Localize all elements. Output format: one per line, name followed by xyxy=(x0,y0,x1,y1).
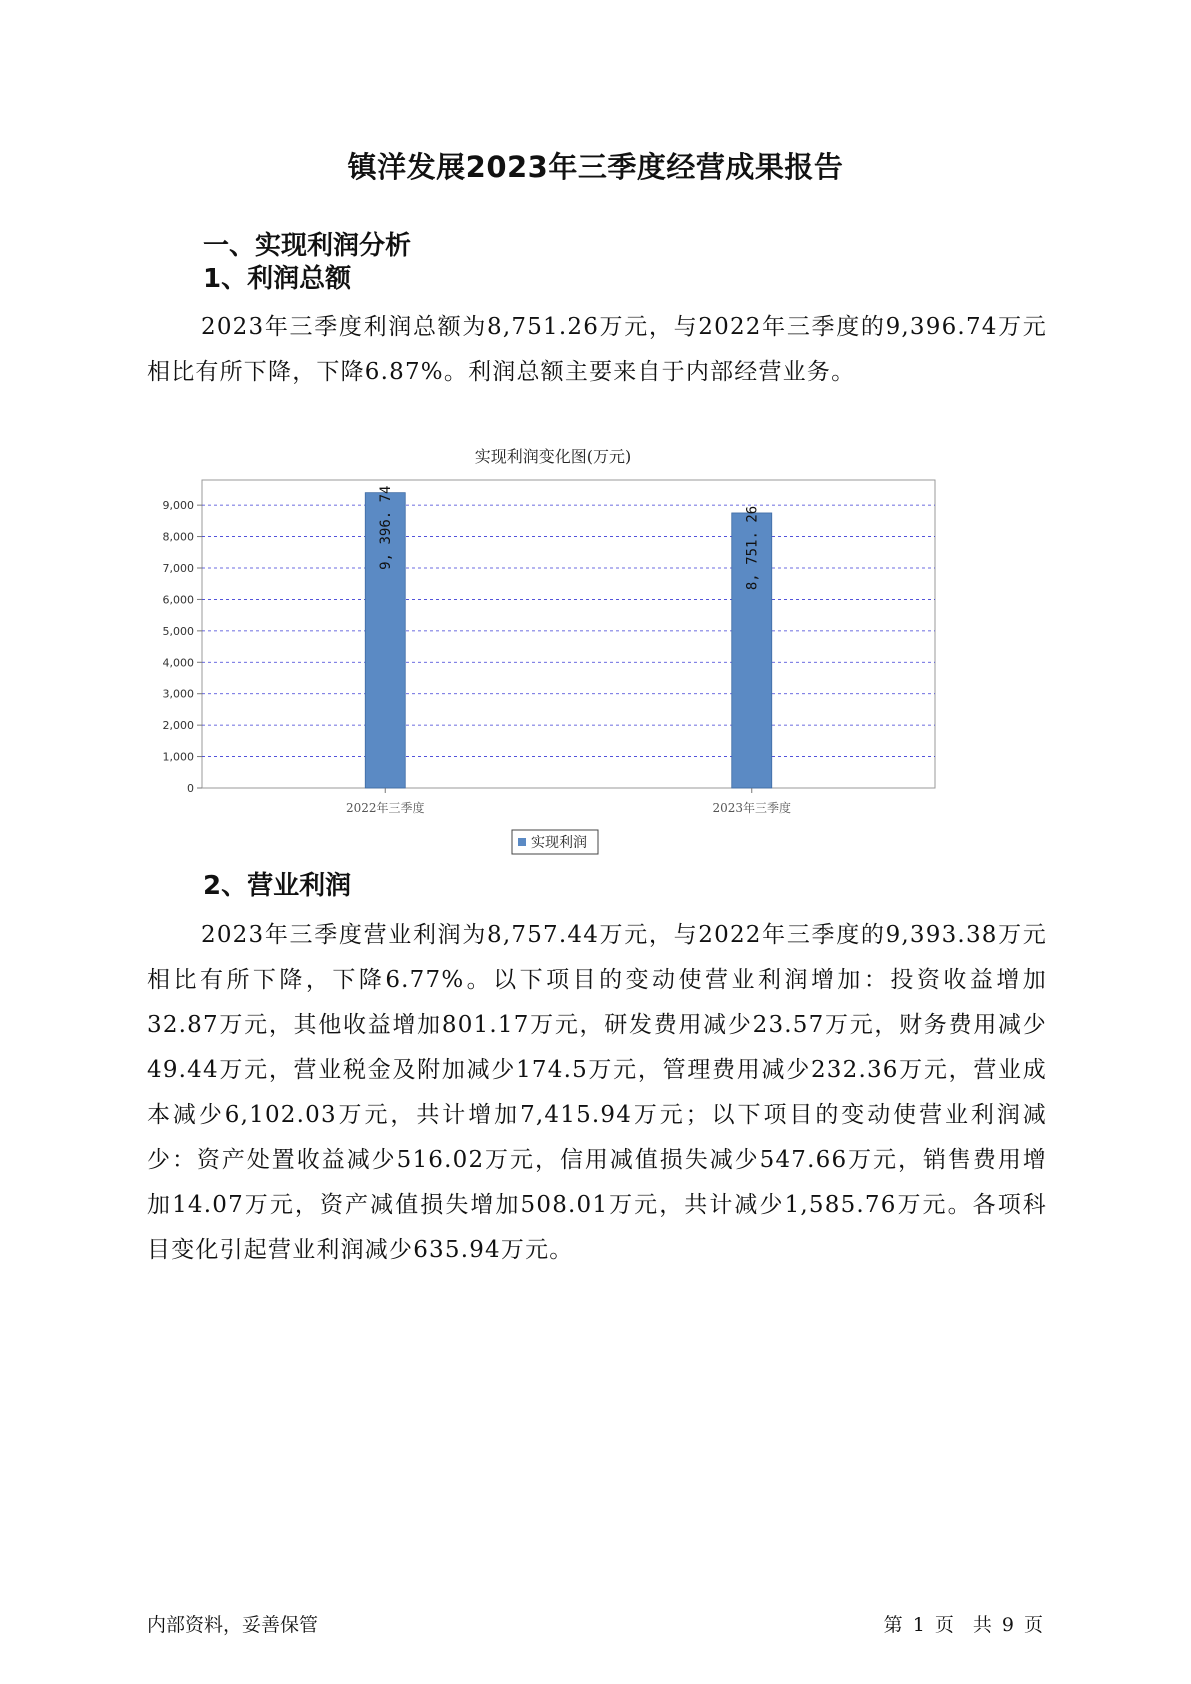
legend-swatch xyxy=(518,838,526,846)
y-tick-label: 8,000 xyxy=(162,530,194,544)
paragraph-total-profit: 2023年三季度利润总额为8,751.26万元，与2022年三季度的9,396.74万元相比有所下降，下降6.87%。利润总额主要来自于内部经营业务。 xyxy=(147,314,1047,385)
y-tick-label: 4,000 xyxy=(162,656,194,670)
legend-label: 实现利润 xyxy=(531,835,587,851)
subheading-operating-profit: 2、营业利润 xyxy=(203,871,352,901)
bar-data-label: 9, 396. 74 xyxy=(378,485,395,570)
paragraph-operating-profit: 2023年三季度营业利润为8,757.44万元，与2022年三季度的9,393.38万元相比有所下降，下降6.77%。以下项目的变动使营业利润增加：投资收益增加32.87万元，其他收益增加801.17万元，研发费用减少23.57万元，财务费用减少49.44万元，营业税金及附加减少174.5万元，管理费用减少232.36万元，营业成本减少6,102.03万元，共计增加7,415.94万元；以下项目的变动使营业利润减少：资产处置收益减少516.02万元，信用减值损失减少547.66万元，销售费用增加14.07万元，资产减值损失增加508.01万元，共计减少1,585.76万元。各项科目变化引起营业利润减少635.94万元。 xyxy=(147,922,1047,1263)
document-title: 镇洋发展2023年三季度经营成果报告 xyxy=(347,150,844,184)
y-tick-label: 3,000 xyxy=(162,687,194,701)
y-tick-label: 7,000 xyxy=(162,562,194,575)
y-tick-label: 5,000 xyxy=(162,624,194,638)
footer-page-number: 第 1 页 共 9 页 xyxy=(883,1614,1043,1636)
y-tick-label: 2,000 xyxy=(162,719,194,733)
y-tick-label: 6,000 xyxy=(162,593,194,607)
section-heading-profit-analysis: 一、实现利润分析 xyxy=(203,231,412,261)
y-tick-label: 0 xyxy=(187,782,194,795)
plot-frame xyxy=(202,480,935,788)
profit-change-chart xyxy=(160,445,1040,900)
chart-title: 实现利润变化图(万元) xyxy=(474,447,632,466)
subheading-total-profit: 1、利润总额 xyxy=(203,264,352,294)
bar-data-label: 8, 751. 26 xyxy=(744,505,761,591)
y-tick-label: 1,000 xyxy=(162,750,194,764)
footer-confidential-note: 内部资料，妥善保管 xyxy=(147,1614,319,1636)
x-tick-label: 2023年三季度 xyxy=(712,801,792,815)
y-tick-label: 9,000 xyxy=(162,499,194,513)
x-tick-label: 2022年三季度 xyxy=(345,801,425,815)
